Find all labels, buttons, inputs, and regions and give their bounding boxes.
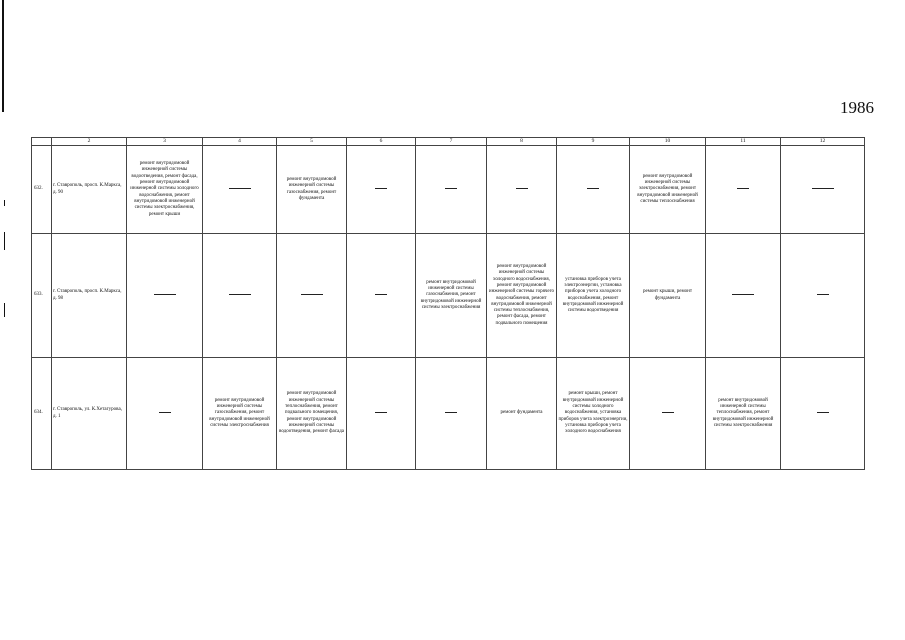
col-header: 9 <box>557 138 630 146</box>
work-cell: ремонт внутридомовой инженерной системы электроснабжения, ремонт внутридомовой инженерной системы теплоснабжения <box>630 146 706 234</box>
dash-mark <box>817 412 829 413</box>
col-header: 3 <box>127 138 203 146</box>
empty-cell <box>781 146 865 234</box>
col-header: 10 <box>630 138 706 146</box>
col-header <box>32 138 52 146</box>
dash-mark <box>375 188 387 189</box>
dash-mark <box>154 294 176 295</box>
empty-cell <box>347 234 416 358</box>
work-cell: установка приборов учета электроэнергии, установка приборов учета холодного водоснабжения, ремонт внутридомовой инженерной системы водоотведения <box>557 234 630 358</box>
dash-mark <box>737 188 749 189</box>
empty-cell <box>416 146 487 234</box>
table-row <box>32 358 865 470</box>
dash-mark <box>229 294 251 295</box>
row-address: г. Ставрополь, просп. К.Маркса, д. 90 <box>52 146 127 234</box>
dash-mark <box>812 188 834 189</box>
register-table <box>31 137 865 470</box>
empty-cell <box>557 146 630 234</box>
dash-mark <box>817 294 829 295</box>
row-number: 634. <box>32 358 52 470</box>
work-cell: ремонт внутридомовой инженерной системы теплоснабжения, ремонт подвального помещения, ремонт внутридомовой инженерной системы водоотведения, ремонт фасада <box>277 358 347 470</box>
col-header: 11 <box>706 138 781 146</box>
work-cell: ремонт фундамента <box>487 358 557 470</box>
row-number: 633. <box>32 234 52 358</box>
work-cell: ремонт внутридомовой инженерной системы водоотведения, ремонт фасада, ремонт внутридомовой инженерной системы холодного водоснабжения, ремонт внутридомовой инженерной системы электроснабжения, ремонт крыши <box>127 146 203 234</box>
empty-cell <box>277 234 347 358</box>
empty-cell <box>487 146 557 234</box>
dash-mark <box>516 188 528 189</box>
empty-cell <box>347 146 416 234</box>
dash-mark <box>375 294 387 295</box>
dash-mark <box>159 412 171 413</box>
scan-edge-mark <box>4 303 5 317</box>
table-row <box>32 146 865 234</box>
empty-cell <box>127 358 203 470</box>
col-header: 8 <box>487 138 557 146</box>
scan-edge-mark <box>4 232 5 250</box>
empty-cell <box>203 234 277 358</box>
page-number: 1986 <box>840 98 874 117</box>
empty-cell <box>203 146 277 234</box>
col-header: 12 <box>781 138 865 146</box>
table-row <box>32 234 865 358</box>
row-number: 632. <box>32 146 52 234</box>
scan-edge-mark <box>4 200 5 206</box>
empty-cell <box>781 358 865 470</box>
work-cell: ремонт внутридомовой инженерной системы газоснабжения, ремонт внутридомовой инженерной системы электроснабжения <box>203 358 277 470</box>
empty-cell <box>127 234 203 358</box>
dash-mark <box>301 294 323 295</box>
col-header: 6 <box>347 138 416 146</box>
scan-edge-line <box>2 0 4 112</box>
dash-mark <box>375 412 387 413</box>
row-address: г. Ставрополь, просп. К.Маркса, д. 98 <box>52 234 127 358</box>
empty-cell <box>781 234 865 358</box>
empty-cell <box>706 234 781 358</box>
dash-mark <box>732 294 754 295</box>
header-row <box>32 138 865 146</box>
col-header: 5 <box>277 138 347 146</box>
row-address: г. Ставрополь, ул. К.Хетагурова, д. 1 <box>52 358 127 470</box>
dash-mark <box>445 188 457 189</box>
dash-mark <box>662 412 674 413</box>
dash-mark <box>229 188 251 189</box>
empty-cell <box>706 146 781 234</box>
col-header: 4 <box>203 138 277 146</box>
work-cell: ремонт внутридомовой инженерной системы холодного водоснабжения, ремонт внутридомовой инженерной системы горячего водоснабжения, ремонт внутридомовой инженерной системы теплоснабжения, ремонт фасада, ремонт подвального помещения <box>487 234 557 358</box>
empty-cell <box>347 358 416 470</box>
col-header: 7 <box>416 138 487 146</box>
dash-mark <box>445 412 457 413</box>
col-header: 2 <box>52 138 127 146</box>
dash-mark <box>587 188 599 189</box>
work-cell: ремонт внутридомовой инженерной системы газоснабжения, ремонт внутридомовой инженерной системы электроснабжения <box>416 234 487 358</box>
work-cell: ремонт внутридомовой инженерной системы газоснабжения, ремонт фундамента <box>277 146 347 234</box>
work-cell: ремонт крыши, ремонт внутридомовой инженерной системы холодного водоснабжения, установка приборов учета электроэнергии, установка приборов учета холодного водоснабжения <box>557 358 630 470</box>
empty-cell <box>630 358 706 470</box>
work-cell: ремонт внутридомовой инженерной системы теплоснабжения, ремонт внутридомовой инженерной системы электроснабжения <box>706 358 781 470</box>
empty-cell <box>416 358 487 470</box>
work-cell: ремонт крыши, ремонт фундамента <box>630 234 706 358</box>
